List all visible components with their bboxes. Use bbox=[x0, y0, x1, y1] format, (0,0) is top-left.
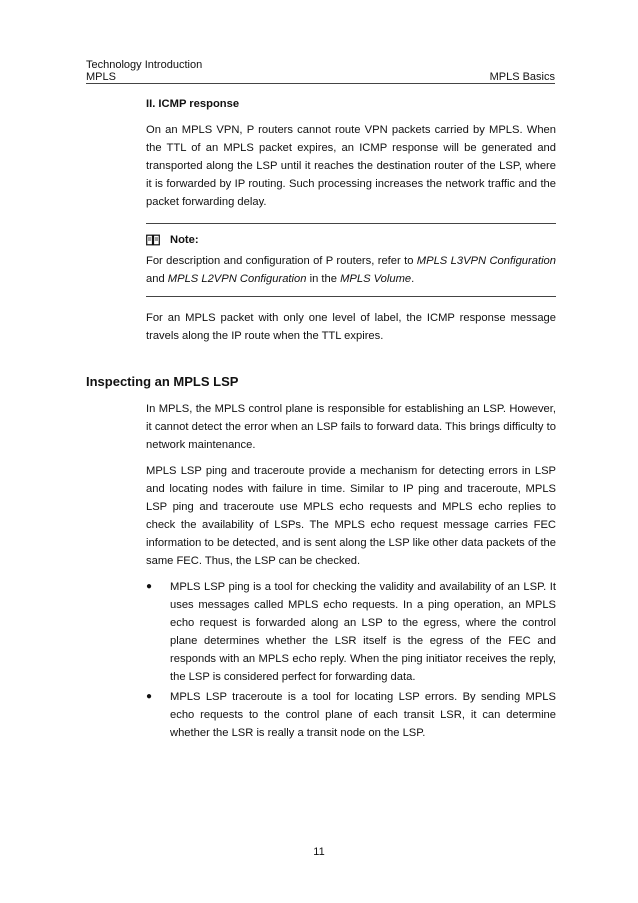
header-section-left: MPLS bbox=[86, 71, 116, 83]
note-label: Note: bbox=[170, 234, 199, 246]
note-top-rule bbox=[146, 223, 556, 224]
header-doc-title: Technology Introduction bbox=[86, 59, 203, 71]
icmp-paragraph-2: For an MPLS packet with only one level of label, the ICMP response message travels along the IP route when the TTL expires. bbox=[146, 312, 556, 342]
bullet-dot-icon: ● bbox=[146, 691, 153, 702]
page-header bbox=[86, 59, 555, 83]
book-icon bbox=[146, 234, 160, 246]
bullet-text-ping: MPLS LSP ping is a tool for checking the validity and availability of an LSP. It uses messages called MPLS echo requests. In a ping operation, an MPLS echo request is forwarded along an LSP to the egress, where the control plane determines whether the LSR itself is the egress of the FEC and responds with an MPLS echo reply. When the ping initiator receives the reply, the LSP is considered perfect for forwarding data. bbox=[170, 581, 556, 683]
note-bottom-rule bbox=[146, 296, 556, 297]
section-title: Inspecting an MPLS LSP bbox=[86, 374, 239, 389]
note-prefix: For description and configuration of P routers, refer to bbox=[146, 255, 417, 267]
header-divider bbox=[86, 83, 555, 84]
note-box bbox=[146, 223, 556, 297]
icmp-response-section bbox=[146, 95, 556, 353]
note-heading bbox=[146, 231, 556, 249]
note-ref-l2vpn: MPLS L2VPN Configuration bbox=[167, 273, 307, 285]
bullet-item-traceroute bbox=[146, 688, 556, 742]
bullet-item-ping bbox=[146, 578, 556, 686]
header-section-row bbox=[86, 71, 555, 83]
icmp-paragraph-1: On an MPLS VPN, P routers cannot route VPN packets carried by MPLS. When the TTL of an MPLS packet expires, an ICMP response will be generated and transported along the LSP until it reaches the destination router of the LSP, where it is forwarded by IP routing. Such processing increases the network traffic and the packet forwarding delay. bbox=[146, 124, 556, 208]
section-paragraph-1: In MPLS, the MPLS control plane is responsible for establishing an LSP. However, it cannot detect the error when an LSP fails to forward data. This brings difficulty to network maintenance. bbox=[146, 403, 556, 451]
note-suffix: . bbox=[411, 273, 415, 285]
bullet-text-traceroute: MPLS LSP traceroute is a tool for locating LSP errors. By sending MPLS echo requests to the control plane of each transit LSR, it can determine whether the LSR is really a transit node on the LSP. bbox=[170, 691, 556, 739]
section-paragraph-2: MPLS LSP ping and traceroute provide a mechanism for detecting errors in LSP and locating nodes with failure in time. Similar to IP ping and traceroute, MPLS LSP ping and traceroute use MPLS echo requests and MPLS echo replies to check the availability of LSPs. The MPLS echo request message carries FEC information to be detected, and is sent along the LSP like other data packets of the same FEC. Thus, the LSP can be checked. bbox=[146, 465, 556, 567]
note-text bbox=[146, 252, 556, 288]
feature-bullet-list bbox=[146, 578, 556, 742]
header-section-right: MPLS Basics bbox=[489, 71, 555, 83]
note-middle-1: and bbox=[146, 273, 168, 285]
icmp-subheading: II. ICMP response bbox=[146, 98, 240, 110]
note-middle-2: in the bbox=[306, 273, 341, 285]
inspecting-lsp-section bbox=[146, 400, 556, 744]
bullet-dot-icon: ● bbox=[146, 581, 153, 592]
page-number: 11 bbox=[313, 846, 325, 858]
note-ref-volume: MPLS Volume bbox=[340, 273, 412, 285]
note-ref-l3vpn: MPLS L3VPN Configuration bbox=[416, 255, 556, 267]
